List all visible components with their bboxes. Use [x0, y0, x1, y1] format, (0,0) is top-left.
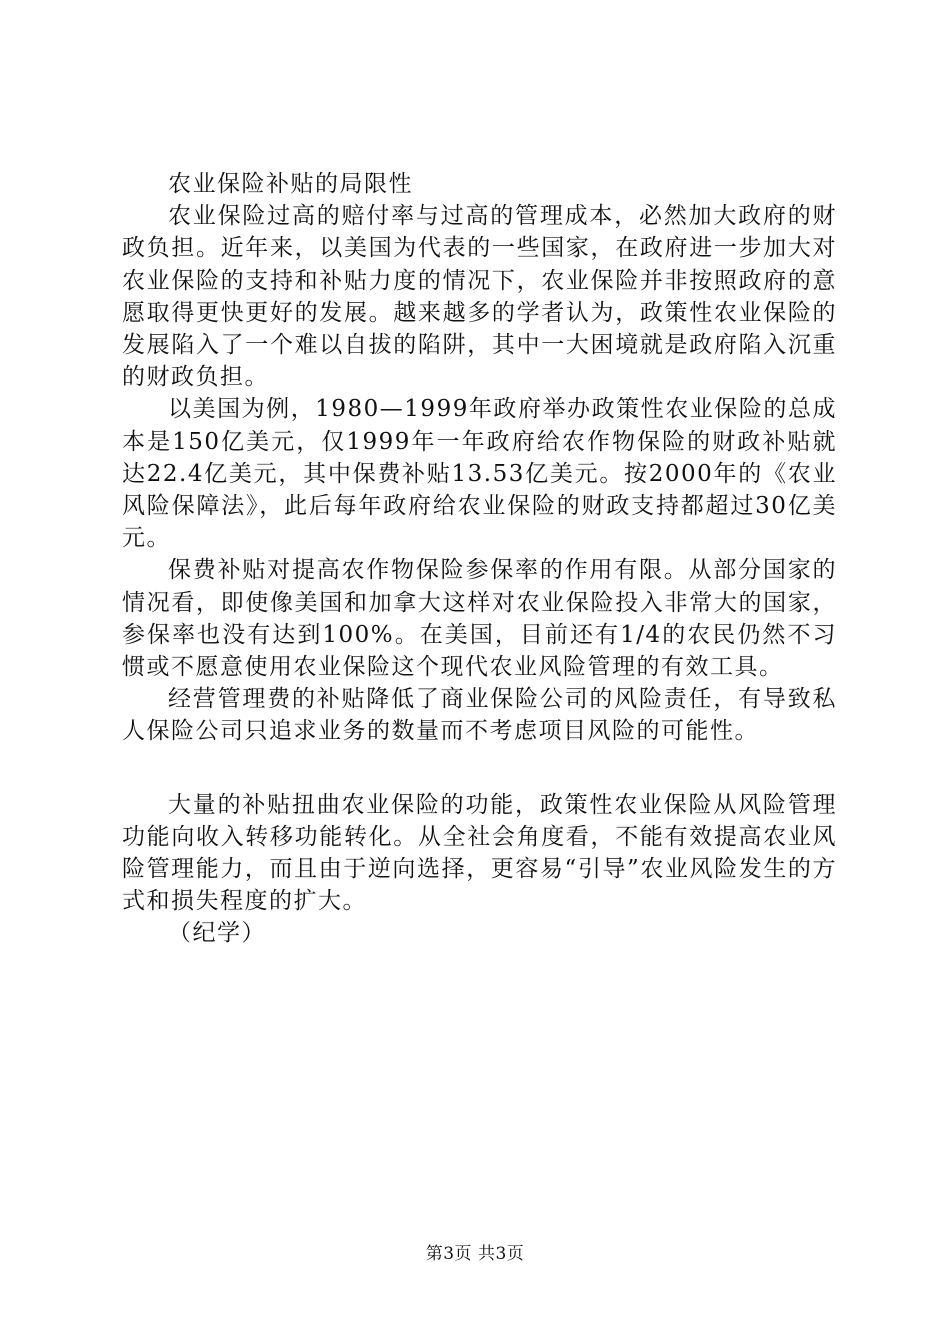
- paragraph-4: 经营管理费的补贴降低了商业保险公司的风险责任，有导致私人保险公司只追求业务的数量而不考虑项目风险的可能性。: [122, 686, 837, 745]
- paragraph-3: 保费补贴对提高农作物保险参保率的作用有限。从部分国家的情况看，即使像美国和加拿大这样对农业保险投入非常大的国家，参保率也没有达到100%。在美国，目前还有1/4的农民仍然不习惯或不愿意使用农业保险这个现代农业风险管理的有效工具。: [122, 557, 837, 681]
- paragraph-gap: [122, 748, 837, 789]
- paragraph-5: 大量的补贴扭曲农业保险的功能，政策性农业保险从风险管理功能向收入转移功能转化。从全社会角度看，不能有效提高农业风险管理能力，而且由于逆向选择，更容易“引导”农业风险发生的方式和损失程度的扩大。: [122, 791, 837, 915]
- article-title: 农业保险补贴的局限性: [168, 171, 413, 197]
- article-body: [122, 168, 837, 950]
- paragraph-2: 以美国为例，1980—1999年政府举办政策性农业保险的总成本是150亿美元，仅1999年一年政府给农作物保险的财政补贴就达22.4亿美元，其中保费补贴13.53亿美元。按2000年的《农业风险保障法》，此后每年政府给农业保险的财政支持都超过30亿美元。: [122, 396, 837, 552]
- page-footer: 第3页 共3页: [425, 1244, 525, 1264]
- author-signature: （纪学）: [168, 920, 266, 947]
- paragraph-1: 农业保险过高的赔付率与过高的管理成本，必然加大政府的财政负担。近年来，以美国为代表的一些国家，在政府进一步加大对农业保险的支持和补贴力度的情况下，农业保险并非按照政府的意愿取得更快更好的发展。越来越多的学者认为，政策性农业保险的发展陷入了一个难以自拔的陷阱，其中一大困境就是政府陷入沉重的财政负担。: [122, 203, 837, 391]
